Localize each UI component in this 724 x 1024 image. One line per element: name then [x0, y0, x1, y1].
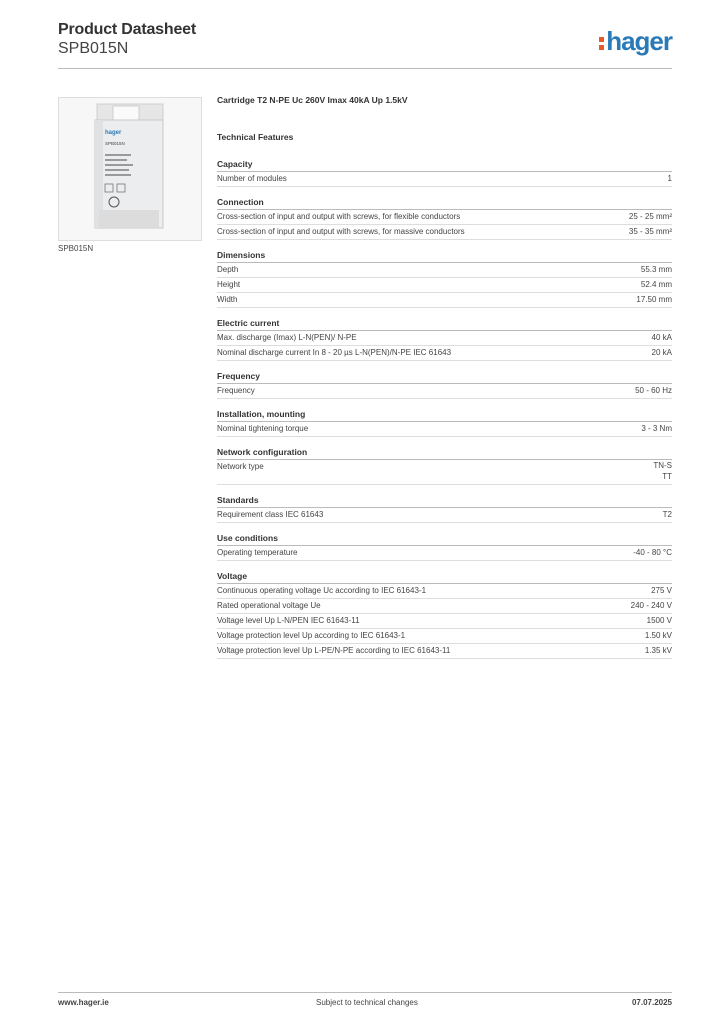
spec-label: Number of modules: [217, 174, 287, 183]
spec-section: [217, 249, 672, 308]
spec-label: Voltage level Up L-N/PEN IEC 61643-11: [217, 616, 360, 625]
product-name: Cartridge T2 N-PE Uc 260V Imax 40kA Up 1.5kV: [217, 95, 408, 105]
spec-section: [217, 570, 672, 659]
image-caption: SPB015N: [58, 244, 94, 253]
spec-label: Nominal tightening torque: [217, 424, 309, 433]
svg-text:SPB015N: SPB015N: [105, 141, 125, 146]
hager-logo: hager: [599, 26, 672, 57]
spec-row: [217, 629, 672, 644]
spec-label: Continuous operating voltage Uc according to IEC 61643-1: [217, 586, 427, 595]
spec-section: [217, 494, 672, 523]
section-title: Connection: [217, 196, 672, 210]
tech-features-heading: Technical Features: [217, 132, 294, 142]
cartridge-illustration: [59, 98, 201, 240]
spec-row: [217, 584, 672, 599]
spec-label: Requirement class IEC 61643: [217, 510, 324, 519]
spec-value: 20 kA: [651, 348, 672, 357]
spec-value: 240 - 240 V: [630, 601, 672, 610]
section-title: Voltage: [217, 570, 672, 584]
spec-section: [217, 317, 672, 361]
spec-value: 1500 V: [646, 616, 672, 625]
section-title: Frequency: [217, 370, 672, 384]
spec-sections: [217, 158, 672, 659]
section-title: Use conditions: [217, 532, 672, 546]
spec-row: [217, 546, 672, 561]
spec-value: 52.4 mm: [640, 280, 672, 289]
spec-value: 1: [667, 174, 672, 183]
spec-row: [217, 614, 672, 629]
spec-row: [217, 460, 672, 485]
spec-label: Cross-section of input and output with screws, for massive conductors: [217, 227, 465, 236]
spec-section: [217, 196, 672, 240]
spec-label: Width: [217, 295, 238, 304]
spec-row: [217, 225, 672, 240]
spec-row: [217, 172, 672, 187]
spec-row: [217, 278, 672, 293]
spec-row: [217, 210, 672, 225]
section-title: Installation, mounting: [217, 408, 672, 422]
spec-value: 17.50 mm: [636, 295, 672, 304]
section-title: Dimensions: [217, 249, 672, 263]
section-title: Capacity: [217, 158, 672, 172]
footer-notice: Subject to technical changes: [316, 998, 418, 1007]
spec-section: [217, 370, 672, 399]
spec-content: [217, 95, 672, 668]
spec-value: 35 - 35 mm²: [628, 227, 672, 236]
product-image: [58, 97, 202, 241]
spec-value: 3 - 3 Nm: [641, 424, 672, 433]
spec-value: 25 - 25 mm²: [628, 212, 672, 221]
header-divider: [58, 68, 672, 69]
section-title: Electric current: [217, 317, 672, 331]
spec-value: 1.35 kV: [644, 646, 672, 655]
spec-section: [217, 446, 672, 485]
footer-divider: [58, 992, 672, 993]
footer-website: www.hager.ie: [58, 998, 109, 1007]
spec-label: Max. discharge (Imax) L-N(PEN)/ N-PE: [217, 333, 357, 342]
spec-label: Voltage protection level Up according to IEC 61643-1: [217, 631, 406, 640]
spec-value-line: TN-S: [653, 461, 672, 470]
svg-text:hager: hager: [105, 130, 122, 136]
spec-row: [217, 384, 672, 399]
spec-row: [217, 644, 672, 659]
spec-row: [217, 263, 672, 278]
spec-row: [217, 331, 672, 346]
spec-section: [217, 408, 672, 437]
spec-label: Frequency: [217, 386, 255, 395]
spec-section: [217, 532, 672, 561]
section-title: Standards: [217, 494, 672, 508]
spec-row: [217, 508, 672, 523]
page-header: [58, 20, 672, 70]
spec-value: 1.50 kV: [644, 631, 672, 640]
spec-label: Rated operational voltage Ue: [217, 601, 321, 610]
footer-date: 07.07.2025: [631, 998, 672, 1007]
spec-row: [217, 599, 672, 614]
spec-value-line: TT: [662, 472, 672, 481]
spec-value: 275 V: [651, 586, 672, 595]
spec-label: Network type: [217, 462, 264, 471]
spec-label: Height: [217, 280, 241, 289]
spec-section: [217, 158, 672, 187]
product-code: SPB015N: [58, 40, 129, 57]
spec-value: T2: [662, 510, 672, 519]
spec-row: [217, 346, 672, 361]
spec-value: 50 - 60 Hz: [635, 386, 672, 395]
section-title: Network configuration: [217, 446, 672, 460]
spec-label: Depth: [217, 265, 239, 274]
spec-label: Voltage protection level Up L-PE/N-PE according to IEC 61643-11: [217, 646, 451, 655]
logo-dots-icon: [599, 34, 604, 53]
spec-value: 40 kA: [651, 333, 672, 342]
spec-value: 55.3 mm: [640, 265, 672, 274]
spec-row: [217, 293, 672, 308]
doc-title: Product Datasheet: [58, 21, 196, 38]
spec-label: Operating temperature: [217, 548, 298, 557]
spec-label: Cross-section of input and output with screws, for flexible conductors: [217, 212, 461, 221]
spec-row: [217, 422, 672, 437]
spec-value: -40 - 80 °C: [633, 548, 672, 557]
spec-value: [653, 460, 672, 482]
spec-label: Nominal discharge current In 8 - 20 µs L-N(PEN)/N-PE IEC 61643: [217, 348, 452, 357]
